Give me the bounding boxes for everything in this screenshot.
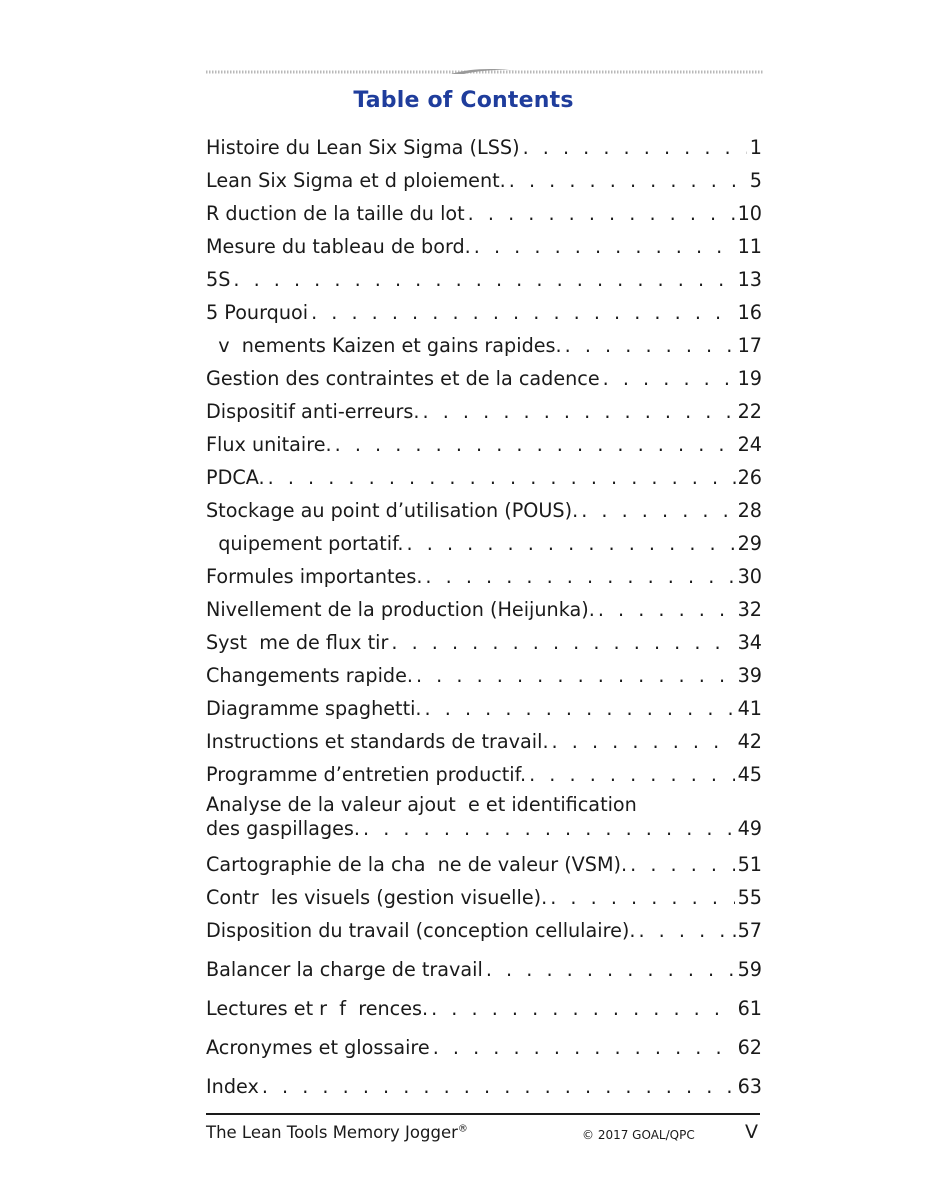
toc-entry-page: 61	[737, 997, 762, 1020]
toc-entry-page: 34	[737, 631, 762, 654]
page-title: Table of Contents	[353, 88, 574, 113]
toc-entry[interactable]	[206, 463, 762, 496]
dot-leader	[509, 166, 747, 196]
toc-entry[interactable]	[206, 166, 762, 199]
toc-entry-page: 17	[737, 334, 762, 357]
toc-entry-label: Lectures et r f rences.	[206, 997, 429, 1020]
dot-leader	[581, 496, 734, 526]
toc-entry[interactable]	[206, 727, 762, 760]
toc-entry[interactable]	[206, 955, 762, 994]
toc-entry[interactable]	[206, 1033, 762, 1072]
toc-entry-page: 16	[737, 301, 762, 324]
dot-leader	[552, 727, 735, 757]
dot-leader	[425, 694, 735, 724]
registered-mark: ®	[457, 1123, 468, 1135]
footer-book-title	[206, 1123, 468, 1142]
toc-entry-label: Histoire du Lean Six Sigma (LSS)	[206, 136, 520, 159]
toc-entry-page: 10	[737, 202, 762, 225]
toc-entry[interactable]	[206, 265, 762, 298]
book-title-text: The Lean Tools Memory Jogger	[206, 1123, 458, 1142]
dot-leader	[486, 955, 735, 985]
toc-entry-label: Formules importantes.	[206, 565, 423, 588]
toc-entry-label: Programme d’entretien productif.	[206, 763, 527, 786]
toc-entry-label: Mesure du tableau de bord.	[206, 235, 471, 258]
dot-leader	[565, 331, 735, 361]
dot-leader	[363, 817, 735, 841]
dot-leader	[233, 265, 734, 295]
toc-entry[interactable]	[206, 496, 762, 529]
dot-leader	[262, 1072, 735, 1102]
dot-leader	[311, 298, 735, 328]
toc-entry-label: Cartographie de la cha ne de valeur (VSM).	[206, 853, 628, 876]
toc-entry[interactable]	[206, 760, 762, 793]
toc-entry-label: Contr les visuels (gestion visuelle).	[206, 886, 548, 909]
page-numeral: V	[745, 1121, 758, 1143]
toc-entry-label: Instructions et standards de travail.	[206, 730, 549, 753]
footer-rule	[206, 1113, 760, 1115]
dot-leader	[468, 199, 735, 229]
toc-entry-page: 51	[737, 853, 762, 876]
toc-entry-page: 29	[737, 532, 762, 555]
toc-entry-label: Changements rapide.	[206, 664, 413, 687]
toc-entry-page: 1	[749, 136, 762, 159]
toc-entry-page: 62	[737, 1036, 762, 1059]
toc-entry-page: 11	[737, 235, 762, 258]
toc-entry-label: Syst me de flux tir	[206, 631, 389, 654]
toc-entry[interactable]	[206, 595, 762, 628]
toc-entry[interactable]	[206, 232, 762, 265]
dot-leader	[474, 232, 735, 262]
toc-entry-label: Nivellement de la production (Heijunka).	[206, 598, 595, 621]
toc-entry[interactable]	[206, 529, 762, 562]
toc-entry-page: 22	[737, 400, 762, 423]
toc-entry[interactable]	[206, 850, 762, 883]
dot-leader	[433, 1033, 735, 1063]
toc-entry-label: Dispositif anti-erreurs.	[206, 400, 420, 423]
toc-entry-label: 5 Pourquoi	[206, 301, 309, 324]
toc-entry-label: Stockage au point d’utilisation (POUS).	[206, 499, 579, 522]
toc-entry-label-continued: des gaspillages.	[206, 817, 361, 840]
toc-entry-page: 41	[737, 697, 762, 720]
toc-entry-page: 45	[737, 763, 762, 786]
toc-entry[interactable]	[206, 628, 762, 661]
table-of-contents	[206, 133, 762, 1111]
toc-entry[interactable]	[206, 562, 762, 595]
toc-entry[interactable]	[206, 1072, 762, 1111]
toc-entry-page: 5	[749, 169, 762, 192]
toc-entry-label: 5S	[206, 268, 231, 291]
dot-leader	[630, 850, 734, 880]
toc-entry[interactable]	[206, 793, 762, 850]
dot-leader	[523, 133, 747, 163]
dot-leader	[638, 916, 728, 946]
dot-leader	[529, 760, 734, 790]
toc-entry-label: Gestion des contraintes et de la cadence	[206, 367, 600, 390]
dot-leader	[407, 529, 735, 559]
toc-entry-page: 24	[737, 433, 762, 456]
toc-entry-label: quipement portatif.	[206, 532, 404, 555]
toc-entry-page: .26	[731, 466, 762, 489]
toc-entry-label: PDCA.	[206, 466, 265, 489]
dot-leader	[603, 364, 735, 394]
toc-entry-label: Disposition du travail (conception cellulaire).	[206, 919, 636, 942]
toc-entry-page: 49	[737, 817, 762, 840]
toc-entry-label: Lean Six Sigma et d ploiement.	[206, 169, 506, 192]
toc-entry-label: Flux unitaire.	[206, 433, 332, 456]
footer-copyright: © 2017 GOAL/QPC	[582, 1128, 695, 1142]
toc-entry-label: v nements Kaizen et gains rapides.	[206, 334, 562, 357]
toc-entry-page: 32	[737, 598, 762, 621]
dot-leader	[391, 628, 734, 658]
toc-entry-page: 39	[737, 664, 762, 687]
toc-entry[interactable]	[206, 364, 762, 397]
toc-entry-page: 63	[737, 1075, 762, 1098]
dot-leader	[335, 430, 735, 460]
toc-entry[interactable]	[206, 133, 762, 166]
toc-entry-label: Acronymes et glossaire	[206, 1036, 430, 1059]
toc-entry-page: 30	[737, 565, 762, 588]
dot-leader	[598, 595, 735, 625]
toc-entry[interactable]	[206, 397, 762, 430]
toc-entry[interactable]	[206, 994, 762, 1033]
toc-entry-label: Balancer la charge de travail	[206, 958, 483, 981]
dot-leader	[550, 883, 734, 913]
toc-entry-label: R duction de la taille du lot	[206, 202, 465, 225]
dot-leader	[423, 397, 735, 427]
toc-entry[interactable]	[206, 331, 762, 364]
toc-entry-label: Index	[206, 1075, 259, 1098]
toc-entry-label: Analyse de la valeur ajout e et identification	[206, 793, 637, 816]
toc-entry[interactable]	[206, 916, 762, 955]
toc-entry[interactable]	[206, 883, 762, 916]
toc-entry[interactable]	[206, 661, 762, 694]
toc-entry[interactable]	[206, 694, 762, 727]
dot-leader	[425, 562, 734, 592]
toc-entry-page: .57	[731, 919, 762, 942]
toc-entry[interactable]	[206, 199, 762, 232]
toc-entry-page: 42	[737, 730, 762, 753]
toc-entry-page: 28	[737, 499, 762, 522]
dot-leader	[416, 661, 735, 691]
toc-entry-label: Diagramme spaghetti.	[206, 697, 422, 720]
dot-leader	[431, 994, 734, 1024]
toc-entry[interactable]	[206, 430, 762, 463]
toc-entry-page: 19	[737, 367, 762, 390]
toc-entry-page: 13	[737, 268, 762, 291]
toc-entry[interactable]	[206, 298, 762, 331]
toc-entry-page: 59	[737, 958, 762, 981]
dot-leader	[268, 463, 729, 493]
decorative-header-rule	[206, 66, 764, 78]
toc-entry-page: 55	[737, 886, 762, 909]
